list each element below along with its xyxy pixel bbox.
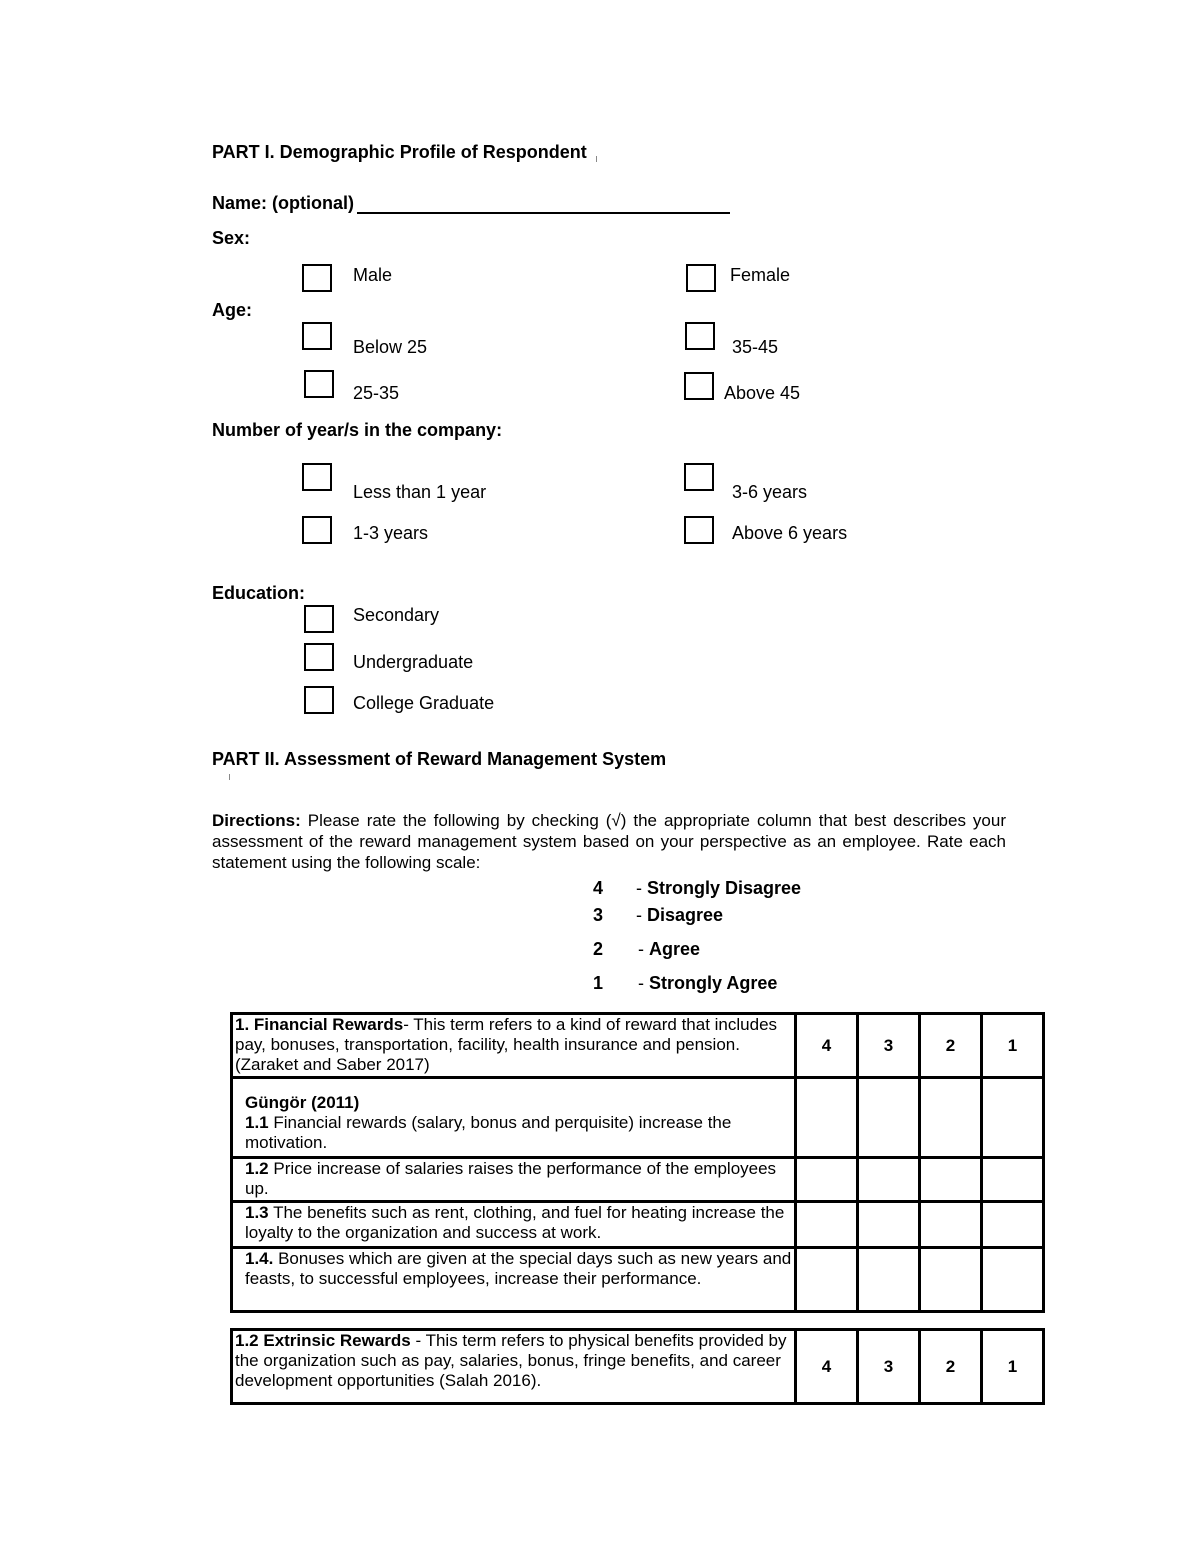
scale-number: 1 bbox=[593, 973, 604, 993]
scale-text: Strongly Disagree bbox=[647, 878, 802, 898]
table-row bbox=[232, 1202, 1044, 1248]
item-text: Financial rewards (salary, bonus and perquisite) increase the motivation. bbox=[245, 1113, 732, 1152]
checkbox-below-25[interactable] bbox=[302, 322, 332, 350]
table-title: 1.2 Extrinsic Rewards bbox=[235, 1331, 411, 1350]
table-row bbox=[232, 1248, 1044, 1312]
scale-text: Strongly Agree bbox=[649, 973, 778, 993]
checkbox-25-35[interactable] bbox=[304, 370, 334, 398]
name-label: Name: (optional) bbox=[212, 193, 354, 213]
column-header: 3 bbox=[858, 1014, 920, 1078]
directions-label: Directions: bbox=[212, 811, 301, 830]
rating-cell-2[interactable] bbox=[920, 1158, 982, 1202]
scale-number: 3 bbox=[593, 905, 604, 925]
scale-text: Disagree bbox=[647, 905, 724, 925]
scale-item: - Strongly Agree bbox=[638, 973, 778, 993]
checkbox-above-45[interactable] bbox=[684, 372, 714, 400]
table-row bbox=[232, 1158, 1044, 1202]
rating-cell-4[interactable] bbox=[796, 1158, 858, 1202]
rating-cell-3[interactable] bbox=[858, 1158, 920, 1202]
rating-cell-4[interactable] bbox=[796, 1202, 858, 1248]
checkbox-1-3-years[interactable] bbox=[302, 516, 332, 544]
rating-cell-2[interactable] bbox=[920, 1078, 982, 1158]
option-25-35: 25-35 bbox=[353, 383, 400, 403]
scale-item: - Agree bbox=[638, 939, 701, 959]
education-label: Education: bbox=[212, 583, 305, 603]
checkbox-college-graduate[interactable] bbox=[304, 686, 334, 714]
table-title-cell bbox=[232, 1014, 796, 1078]
rating-cell-2[interactable] bbox=[920, 1202, 982, 1248]
checkbox-male[interactable] bbox=[302, 264, 332, 292]
item-text: Bonuses which are given at the special days such as new years and feasts, to successful employees, increase their performance. bbox=[245, 1249, 792, 1288]
rating-cell-4[interactable] bbox=[796, 1078, 858, 1158]
scale-number: 4 bbox=[593, 878, 604, 898]
table-title-description: - This term refers to physical benefits provided by the organization such as pay, salaries, bonus, fringe benefits, and career development opportunities (Salah 2016). bbox=[235, 1331, 787, 1390]
table-header-row bbox=[232, 1330, 1044, 1404]
checkbox-less-than-1-year[interactable] bbox=[302, 463, 332, 491]
option-male: Male bbox=[353, 265, 393, 285]
rating-cell-3[interactable] bbox=[858, 1248, 920, 1312]
item-cell bbox=[232, 1158, 796, 1202]
column-header: 2 bbox=[920, 1330, 982, 1404]
rating-cell-1[interactable] bbox=[982, 1078, 1044, 1158]
option-above-45: Above 45 bbox=[724, 383, 801, 403]
item-text: The benefits such as rent, clothing, and fuel for heating increase the loyalty to the organization and success at work. bbox=[245, 1203, 785, 1242]
checkbox-secondary[interactable] bbox=[304, 605, 334, 633]
option-undergraduate: Undergraduate bbox=[353, 652, 474, 672]
name-underline-field[interactable] bbox=[357, 212, 730, 214]
item-number: 1.3 bbox=[245, 1203, 269, 1222]
part1-heading: PART I. Demographic Profile of Respondent bbox=[212, 142, 587, 162]
source-citation: Güngör (2011) bbox=[245, 1093, 360, 1112]
scale-item: - Disagree bbox=[636, 905, 724, 925]
directions-text: Please rate the following by checking (√) the appropriate column that best describes your assessment of the reward management system based on your perspective as an employee. Rate each statement using the following scale: bbox=[212, 811, 1006, 872]
option-3-6-years: 3-6 years bbox=[732, 482, 808, 502]
option-female: Female bbox=[730, 265, 791, 285]
table-row bbox=[232, 1078, 1044, 1158]
item-cell bbox=[232, 1078, 796, 1158]
option-secondary: Secondary bbox=[353, 605, 440, 625]
rating-cell-4[interactable] bbox=[796, 1248, 858, 1312]
item-cell bbox=[232, 1248, 796, 1312]
scale-text: Agree bbox=[649, 939, 701, 959]
scale-item: - Strongly Disagree bbox=[636, 878, 802, 898]
sex-label: Sex: bbox=[212, 228, 251, 248]
option-less-than-1-year: Less than 1 year bbox=[353, 482, 487, 502]
stray-mark bbox=[229, 774, 230, 780]
option-above-6-years: Above 6 years bbox=[732, 523, 848, 543]
rating-cell-1[interactable] bbox=[982, 1158, 1044, 1202]
item-number: 1.2 bbox=[245, 1159, 269, 1178]
column-header: 4 bbox=[796, 1014, 858, 1078]
rating-cell-3[interactable] bbox=[858, 1078, 920, 1158]
part2-heading: PART II. Assessment of Reward Management System bbox=[212, 749, 667, 769]
checkbox-undergraduate[interactable] bbox=[304, 643, 334, 671]
extrinsic-rewards-table bbox=[230, 1328, 1045, 1405]
item-number: 1.1 bbox=[245, 1113, 269, 1132]
column-header: 2 bbox=[920, 1014, 982, 1078]
rating-cell-2[interactable] bbox=[920, 1248, 982, 1312]
table-title-cell bbox=[232, 1330, 796, 1404]
checkbox-3-6-years[interactable] bbox=[684, 463, 714, 491]
scale-number: 2 bbox=[593, 939, 604, 959]
option-35-45: 35-45 bbox=[732, 337, 779, 357]
stray-mark bbox=[596, 156, 597, 162]
column-header: 1 bbox=[982, 1014, 1044, 1078]
table-header-row bbox=[232, 1014, 1044, 1078]
directions-paragraph bbox=[212, 810, 1006, 873]
item-text: Price increase of salaries raises the performance of the employees up. bbox=[245, 1159, 777, 1198]
item-number: 1.4. bbox=[245, 1249, 274, 1268]
column-header: 1 bbox=[982, 1330, 1044, 1404]
checkbox-35-45[interactable] bbox=[685, 322, 715, 350]
column-header: 3 bbox=[858, 1330, 920, 1404]
column-header: 4 bbox=[796, 1330, 858, 1404]
rating-cell-1[interactable] bbox=[982, 1248, 1044, 1312]
table-title-description: - This term refers to a kind of reward that includes pay, bonuses, transportation, facility, health insurance and pension. (Zaraket and Saber 2017) bbox=[235, 1015, 778, 1074]
age-label: Age: bbox=[212, 300, 252, 320]
years-label: Number of year/s in the company: bbox=[212, 420, 503, 440]
rating-cell-3[interactable] bbox=[858, 1202, 920, 1248]
rating-cell-1[interactable] bbox=[982, 1202, 1044, 1248]
option-below-25: Below 25 bbox=[353, 337, 428, 357]
table-title: 1. Financial Rewards bbox=[235, 1015, 404, 1034]
item-cell bbox=[232, 1202, 796, 1248]
checkbox-above-6-years[interactable] bbox=[684, 516, 714, 544]
option-college-graduate: College Graduate bbox=[353, 693, 495, 713]
checkbox-female[interactable] bbox=[686, 264, 716, 292]
option-1-3-years: 1-3 years bbox=[353, 523, 429, 543]
financial-rewards-table bbox=[230, 1012, 1045, 1313]
